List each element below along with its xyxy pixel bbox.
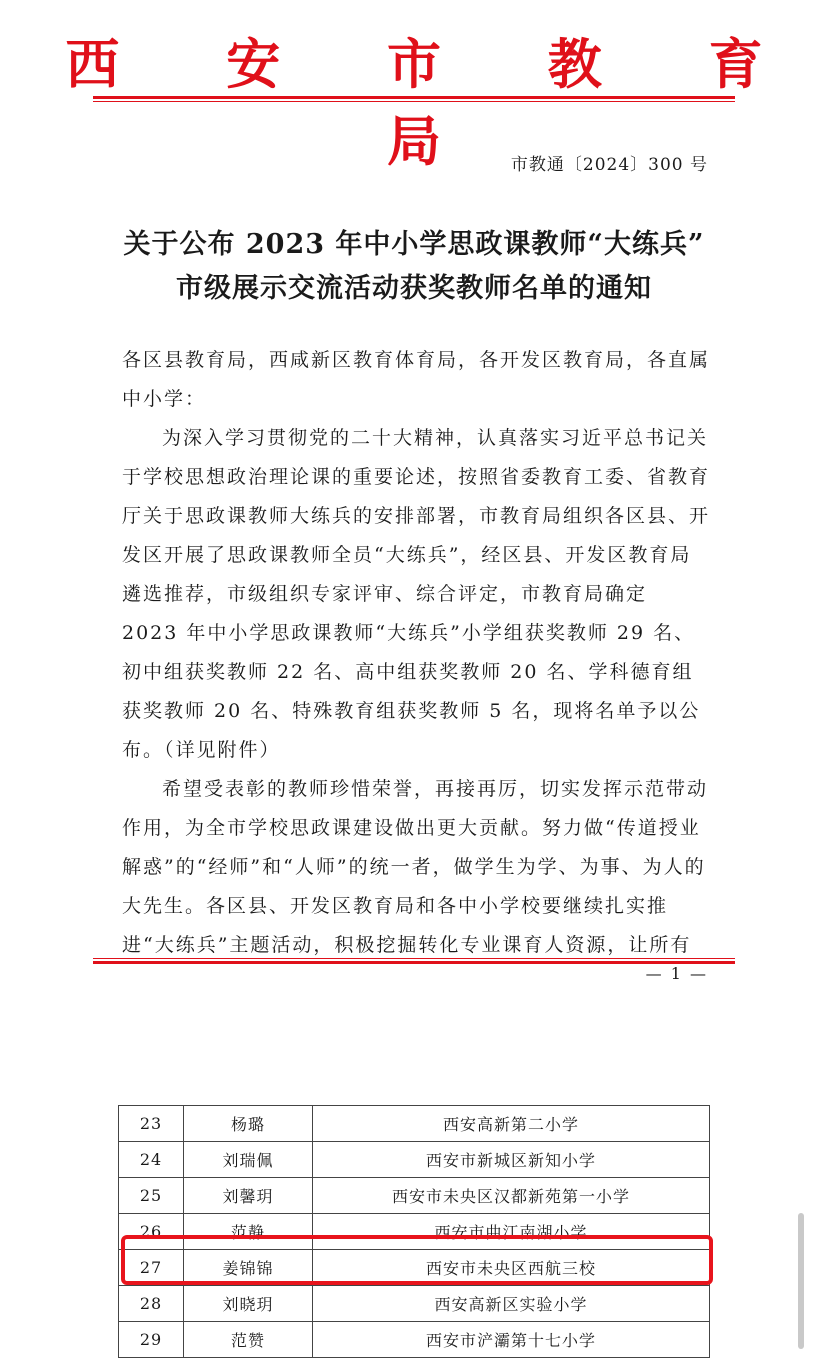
footer-red-rule-thin [93,958,735,959]
page-number: — 1 — [645,964,708,983]
row-number: 27 [119,1250,184,1286]
school-name: 西安市未央区汉都新苑第一小学 [313,1178,710,1214]
highlight-annotation-box [121,1235,713,1285]
table-row [119,1286,710,1322]
row-number: 24 [119,1142,184,1178]
row-number: 26 [119,1214,184,1250]
document-body [122,341,710,965]
table-row [119,1322,710,1358]
school-name: 西安高新区实验小学 [313,1286,710,1322]
row-number: 29 [119,1322,184,1358]
school-name: 西安高新第二小学 [313,1106,710,1142]
document-number: 市教通〔2024〕300 号 [510,155,708,175]
teacher-name: 刘晓玥 [184,1286,313,1322]
school-name: 西安市新城区新知小学 [313,1142,710,1178]
table-row [119,1106,710,1142]
table-row [119,1142,710,1178]
row-number: 28 [119,1286,184,1322]
page-gap [0,1000,828,1090]
recipients: 各区县教育局，西咸新区教育体育局，各开发区教育局，各直属中小学： [122,349,711,410]
row-number: 25 [119,1178,184,1214]
school-name: 西安市未央区西航三校 [313,1250,710,1286]
teacher-name: 姜锦锦 [184,1250,313,1286]
school-name: 西安市浐灞第十七小学 [313,1322,710,1358]
scrollbar-thumb[interactable] [798,1213,804,1349]
document-title-line1: 关于公布 2023 年中小学思政课教师“大练兵” [123,229,705,260]
teacher-name: 范赞 [184,1322,313,1358]
header-red-rule-thin [93,101,735,102]
award-table [118,1105,710,1358]
school-name: 西安市曲江南湖小学 [313,1214,710,1250]
teacher-name: 杨璐 [184,1106,313,1142]
header-red-rule [93,96,735,99]
paragraph-2: 希望受表彰的教师珍惜荣誉，再接再厉，切实发挥示范带动作用，为全市学校思政课建设做出更大贡献。努力做“传道授业解惑”的“经师”和“人师”的统一者，做学生为学、为事、为人的大先生。各区县、开发区教育局和各中小学校要继续扎实推进“大练兵”主题活动，积极挖掘转化专业课育人资源，让所有 [122,778,709,956]
document-title-line2: 市级展示交流活动获奖教师名单的通知 [176,273,652,304]
row-number: 23 [119,1106,184,1142]
teacher-name: 范静 [184,1214,313,1250]
teacher-name: 刘瑞佩 [184,1142,313,1178]
paragraph-1: 为深入学习贯彻党的二十大精神，认真落实习近平总书记关于学校思想政治理论课的重要论述，按照省委教育工委、省教育厅关于思政课教师大练兵的安排部署，市教育局组织各区县、开发区开展了思政课教师全员“大练兵”，经区县、开发区教育局遴选推荐，市级组织专家评审、综合评定，市教育局确定 2023 年中小学思政课教师“大练兵”小学组获奖教师 29 名、初中组获奖教师 22 名、高中组获奖教师 20 名、学科德育组获奖教师 20 名、特殊教育组获奖教师 5 名，现将名单予以公布。（详见附件） [122,427,711,761]
teacher-name: 刘馨玥 [184,1178,313,1214]
table-row [119,1178,710,1214]
footer-red-rule [93,961,735,964]
agency-header: 西 安 市 教 育 局 [65,32,807,173]
